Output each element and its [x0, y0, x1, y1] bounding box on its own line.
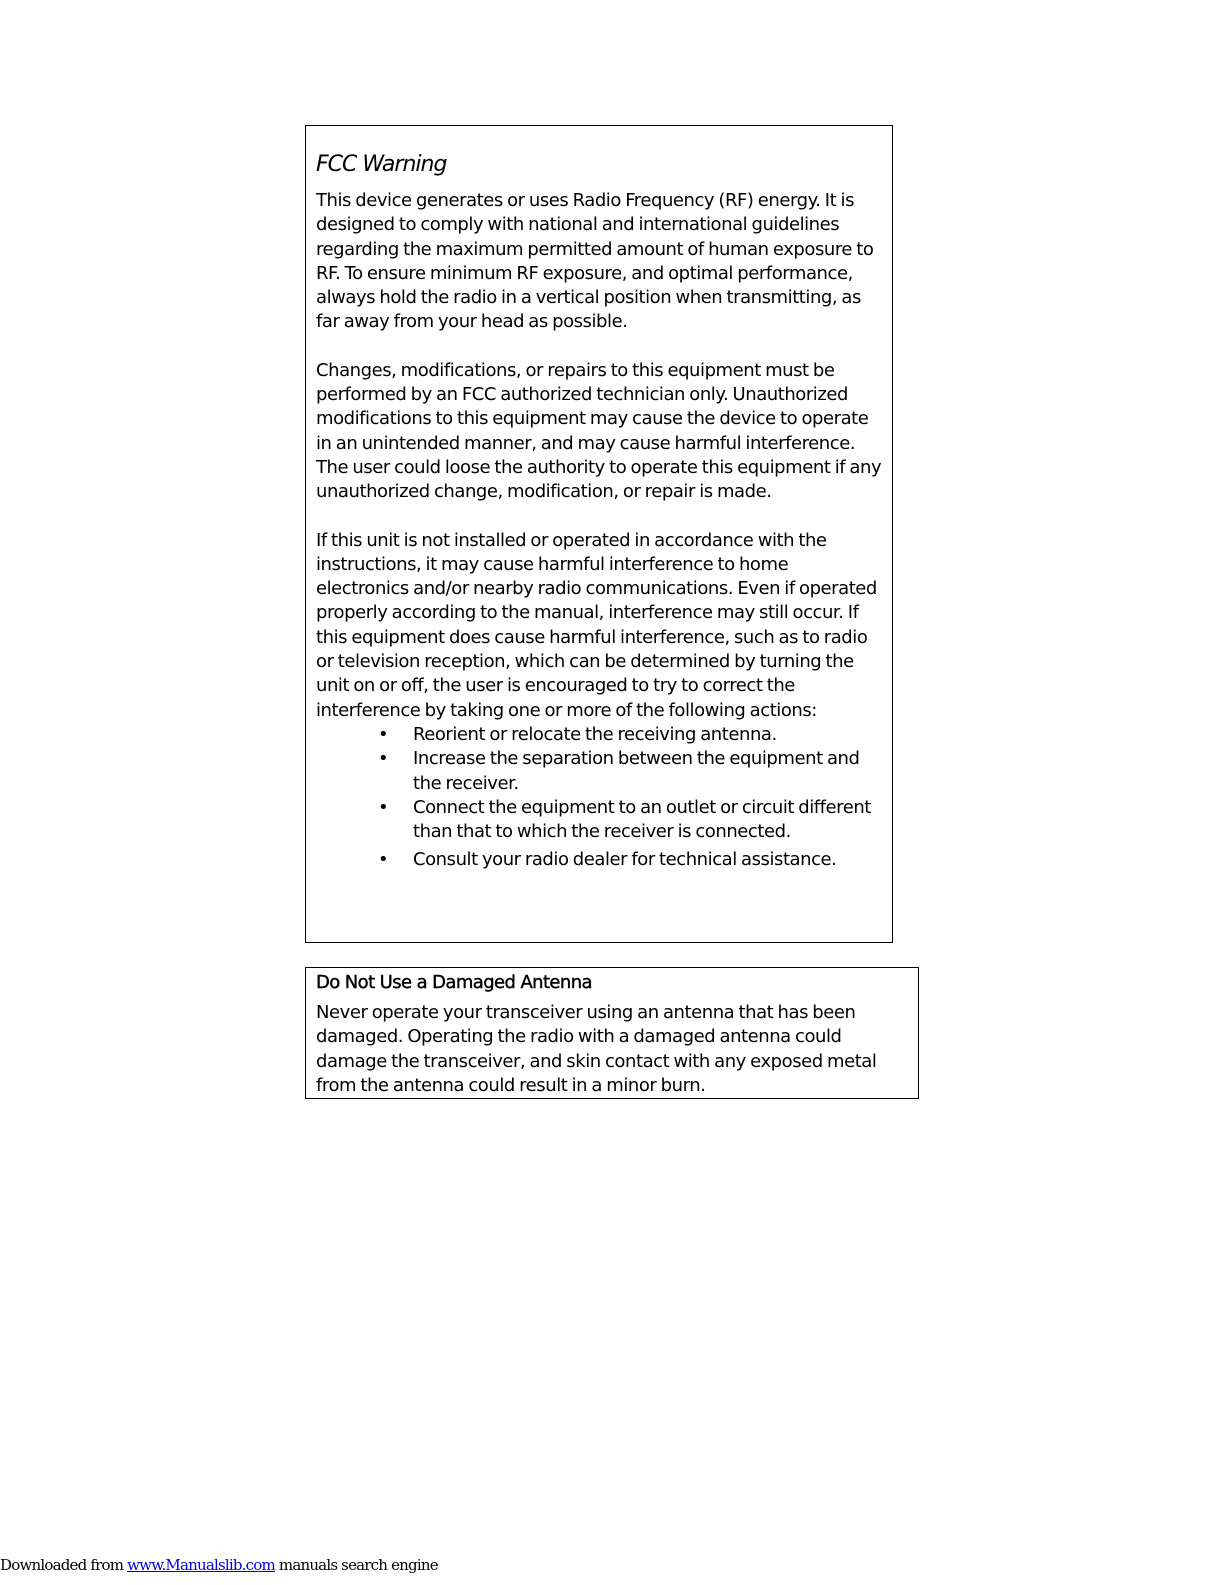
- list-item-text: Increase the separation between the equipment and the receiver.: [413, 748, 860, 794]
- list-item-text: Reorient or relocate the receiving antenna.: [413, 723, 777, 745]
- list-item: [316, 747, 882, 796]
- list-item: [316, 723, 882, 747]
- list-item: [316, 848, 882, 872]
- footer-download-credit: [0, 1556, 438, 1574]
- fcc-actions-list: [316, 723, 882, 873]
- manualslib-link[interactable]: www.Manualslib.com: [127, 1556, 275, 1574]
- footer-prefix: Downloaded from: [0, 1556, 128, 1574]
- fcc-paragraph-rf-exposure: This device generates or uses Radio Frequency (RF) energy. It is designed to comply with national and international guidelines regarding the maximum permitted amount of human exposure to RF. To ensure minimum RF exposure, and optimal performance, always hold the radio in a vertical position when transmitting, as far away from your head as possible.: [316, 190, 874, 333]
- antenna-warning-title: Do Not Use a Damaged Antenna: [316, 972, 592, 993]
- bullet-icon: •: [378, 748, 389, 770]
- antenna-warning-body: Never operate your transceiver using an antenna that has been damaged. Operating the radio with a damaged antenna could damage the transceiver, and skin contact with any exposed metal from the antenna could result in a minor burn.: [316, 1002, 877, 1096]
- bullet-icon: •: [378, 849, 389, 871]
- fcc-paragraph-modifications: Changes, modifications, or repairs to this equipment must be performed by an FCC authorized technician only. Unauthorized modifications to this equipment may cause the device to operate in an unintended manner, and may cause harmful interference. The user could loose the authority to operate this equipment if any unauthorized change, modification, or repair is made.: [316, 359, 882, 503]
- bullet-icon: •: [378, 796, 389, 818]
- footer-suffix: manuals search engine: [274, 1556, 438, 1574]
- list-item-text: Connect the equipment to an outlet or circuit different than that to which the receiver is connected.: [413, 796, 871, 843]
- list-item-text: Consult your radio dealer for technical assistance.: [413, 849, 837, 871]
- fcc-warning-box: [305, 125, 893, 943]
- fcc-paragraph-interference: If this unit is not installed or operated in accordance with the instructions, it may cause harmful interference to home electronics and/or nearby radio communications. Even if operated properly according to the manual, interference may still occur. If this equipment does cause harmful interference, such as to radio or television reception, which can be determined by turning the unit on or off, the user is encouraged to try to correct the interference by taking one or more of the following actions:: [316, 529, 877, 721]
- antenna-warning-box: [305, 967, 919, 1099]
- bullet-icon: •: [378, 723, 389, 745]
- fcc-warning-title: FCC Warning: [316, 152, 447, 177]
- list-item: [316, 796, 882, 845]
